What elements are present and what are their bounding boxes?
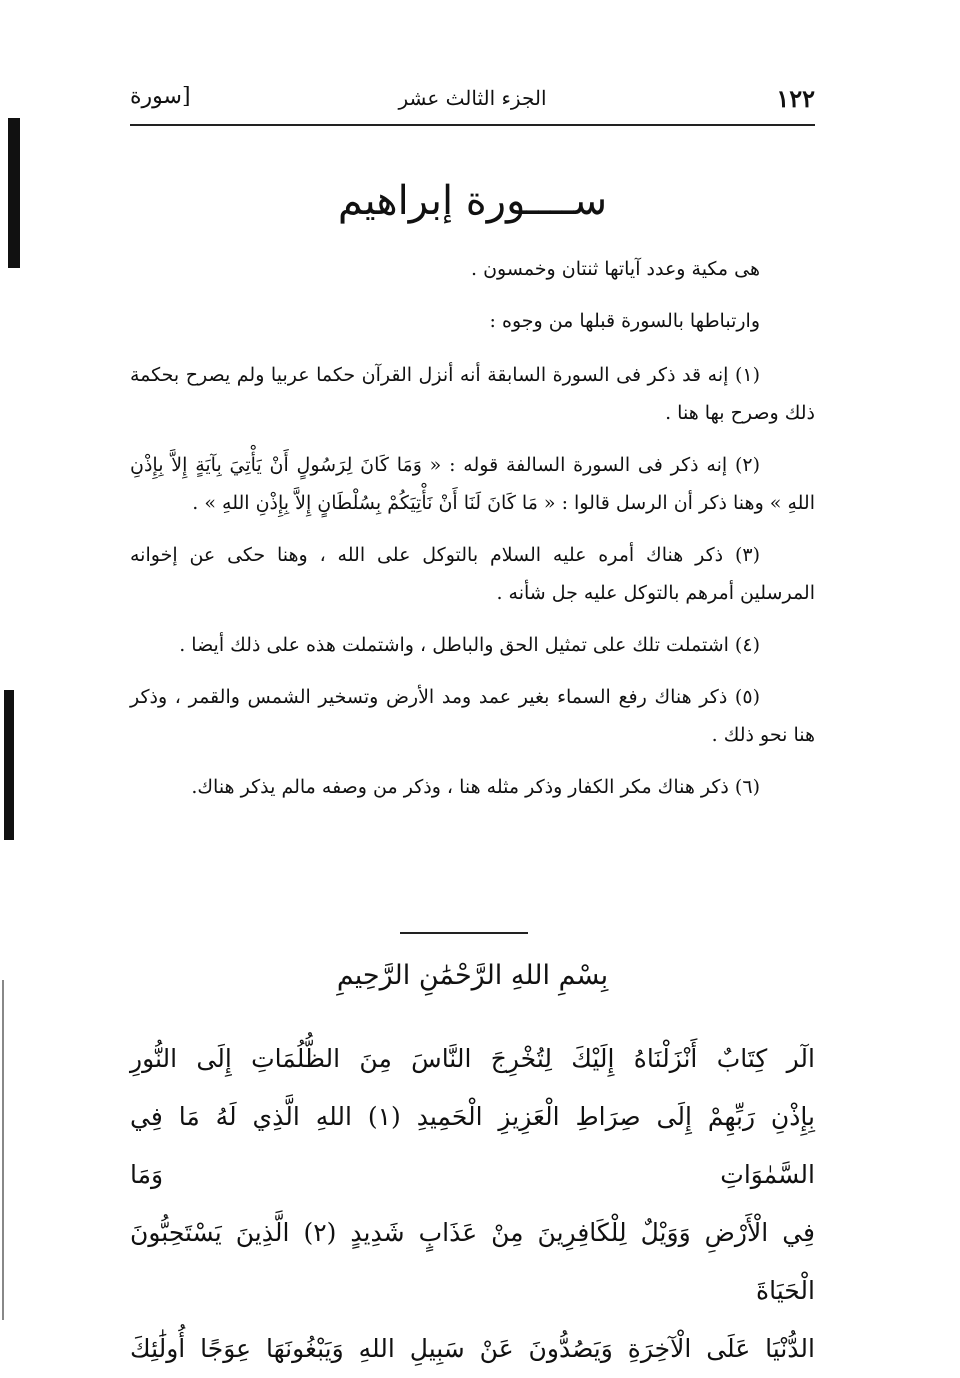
- page-number: ١٢٢: [776, 84, 815, 113]
- page-header: [130, 78, 815, 122]
- header-rule: [130, 124, 815, 126]
- scan-edge-mark-left-line: [2, 980, 4, 1320]
- intro-line-2: وارتباطها بالسورة قبلها من وجوه :: [489, 310, 760, 332]
- surah-title: ســــورة إبراهيم: [337, 178, 608, 224]
- basmala: بِسْمِ اللهِ الرَّحْمَٰنِ الرَّحِيمِ: [336, 960, 609, 991]
- point-2: (٢) إنه ذكر فى السورة السالفة قوله : « وَمَا كَانَ لِرَسُولٍ أَنْ يَأْتِيَ بِآيَةٍ إِلاَّ بِإِذْنِ اللهِ » وهنا ذكر أن الرسل قالوا : « مَا كَانَ لَنَا أَنْ نَأْتِيَكُمْ بِسُلْطَانٍ إِلاَّ بِإِذْنِ اللهِ » .: [130, 454, 815, 514]
- quran-line: فِي الْأَرْضِ وَوَيْلٌ لِلْكَافِرِينَ مِنْ عَذَابٍ شَدِيدٍ (٢) الَّذِينَ يَسْتَحِبُّونَ الْحَيَاةَ: [130, 1218, 815, 1305]
- running-title: الجزء الثالث عشر: [398, 86, 547, 110]
- surah-label: [سورة: [130, 84, 191, 109]
- scan-edge-mark-middle: [4, 690, 14, 840]
- point-4: (٤) اشتملت تلك على تمثيل الحق والباطل ، واشتملت هذه على ذلك أيضا .: [179, 634, 760, 656]
- scan-edge-mark-top: [8, 118, 20, 268]
- point-6: (٦) ذكر هناك مكر الكفار وذكر مثله هنا ، وذكر من وصفه مالم يذكر هناك.: [191, 776, 760, 798]
- quran-line: الدُّنْيَا عَلَى الْآخِرَةِ وَيَصُدُّونَ عَنْ سَبِيلِ اللهِ وَيَبْغُونَهَا عِوَجًا أُولَٰئِكَ: [130, 1334, 815, 1363]
- quran-text: [130, 1030, 815, 1378]
- point-3: (٣) ذكر هناك أمره عليه السلام بالتوكل على الله ، وهنا حكى عن إخوانه المرسلين أمرهم بالتوكل عليه جل شأنه .: [130, 544, 815, 604]
- intro-line-1: هى مكية وعدد آياتها ثنتان وخمسون .: [471, 258, 760, 280]
- point-1: (١) إنه قد ذكر فى السورة السابقة أنه أنزل القرآن حكما عربيا ولم يصرح بحكمة ذلك وصرح بها هنا .: [130, 364, 815, 424]
- intro-block: [130, 250, 815, 340]
- points-block: [130, 356, 815, 806]
- section-divider: [400, 932, 528, 934]
- quran-line: بِإِذْنِ رَبِّهِمْ إِلَى صِرَاطِ الْعَزِيزِ الْحَمِيدِ (١) اللهِ الَّذِي لَهُ مَا فِي السَّمٰوَاتِ وَمَا: [130, 1102, 815, 1189]
- point-5: (٥) ذكر هناك رفع السماء بغير عمد ومد الأرض وتسخير الشمس والقمر ، وذكر هنا نحو ذلك .: [130, 686, 815, 746]
- quran-line: الٓر كِتَابٌ أَنْزَلْنَاهُ إِلَيْكَ لِتُخْرِجَ النَّاسَ مِنَ الظُّلُمَاتِ إِلَى النُّورِ: [130, 1044, 815, 1073]
